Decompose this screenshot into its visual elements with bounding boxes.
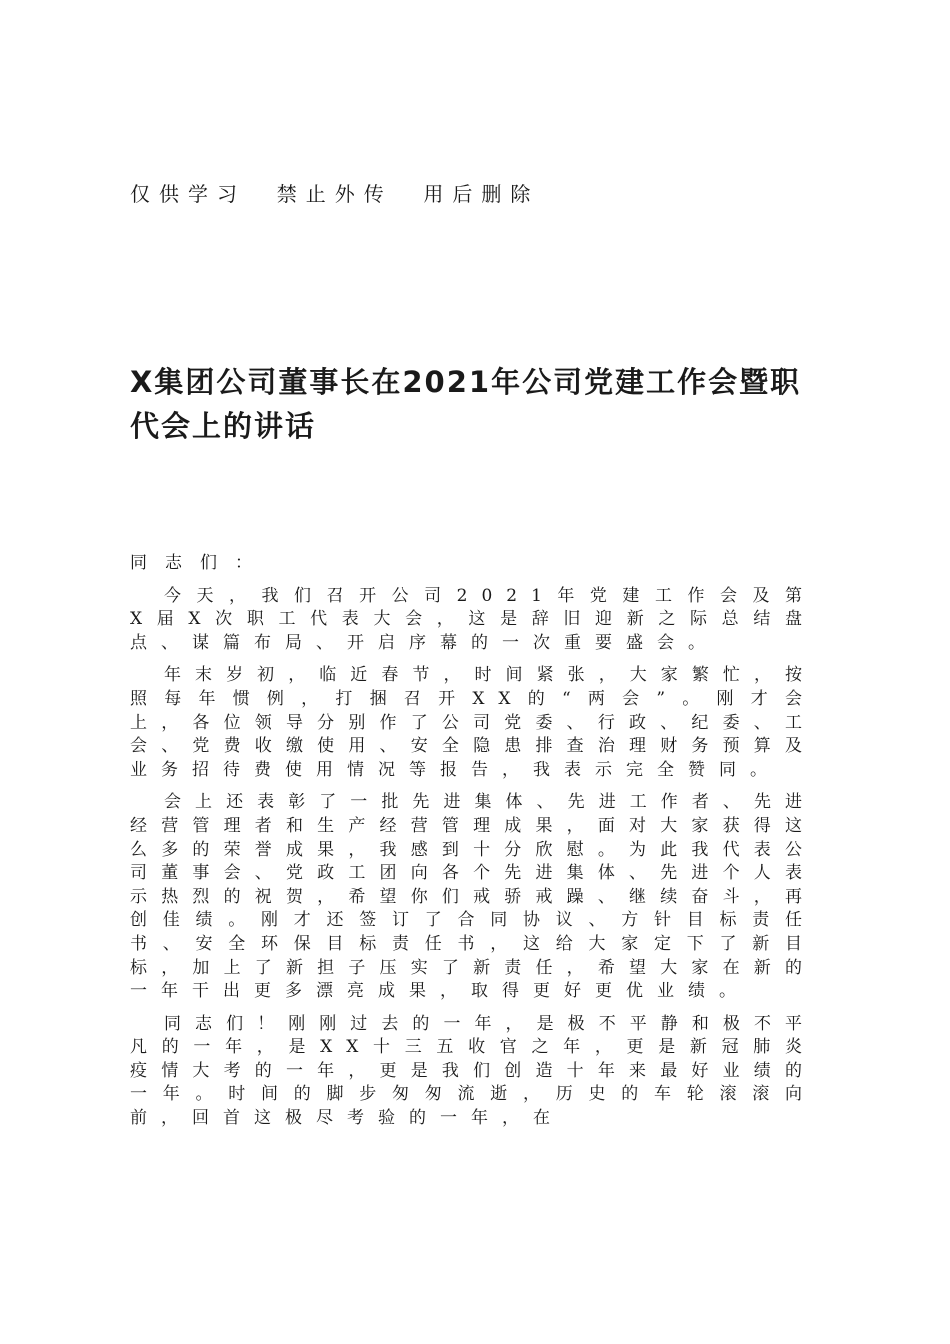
document-body: [130, 552, 816, 1140]
paragraph: 年末岁初，临近春节，时间紧张，大家繁忙，按照每年惯例，打捆召开XX的“两会”。刚才会上，各位领导分别作了公司党委、行政、纪委、工会、党费收缴使用、安全隐患排查治理财务预算及业务招待费使用情况等报告，我表示完全赞同。: [130, 665, 816, 780]
confidentiality-notice: 仅供学习 禁止外传 用后删除: [130, 182, 540, 206]
document-title: X集团公司董事长在2021年公司党建工作会暨职代会上的讲话: [130, 365, 802, 443]
paragraph: 同志们！刚刚过去的一年，是极不平静和极不平凡的一年，是XX十三五收官之年，更是新冠肺炎疫情大考的一年，更是我们创造十年来最好业绩的一年。时间的脚步匆匆流逝，历史的车轮滚滚向前，回首这极尽考验的一年，在: [130, 1013, 816, 1129]
paragraph: 今天，我们召开公司2021年党建工作会及第X届X次职工代表大会，这是辞旧迎新之际总结盘点、谋篇布局、开启序幕的一次重要盛会。: [130, 585, 816, 653]
paragraph: 会上还表彰了一批先进集体、先进工作者、先进经营管理者和生产经营管理成果，面对大家获得这么多的荣誉成果，我感到十分欣慰。为此我代表公司董事会、党政工团向各个先进集体、先进个人表示热烈的祝贺，希望你们戒骄戒躁、继续奋斗，再创佳绩。刚才还签订了合同协议、方针目标责任书、安全环保目标责任书，这给大家定下了新目标，加上了新担子压实了新责任，希望大家在新的一年干出更多漂亮成果，取得更好更优业绩。: [130, 792, 816, 1002]
greeting: 同志们：: [130, 553, 270, 573]
